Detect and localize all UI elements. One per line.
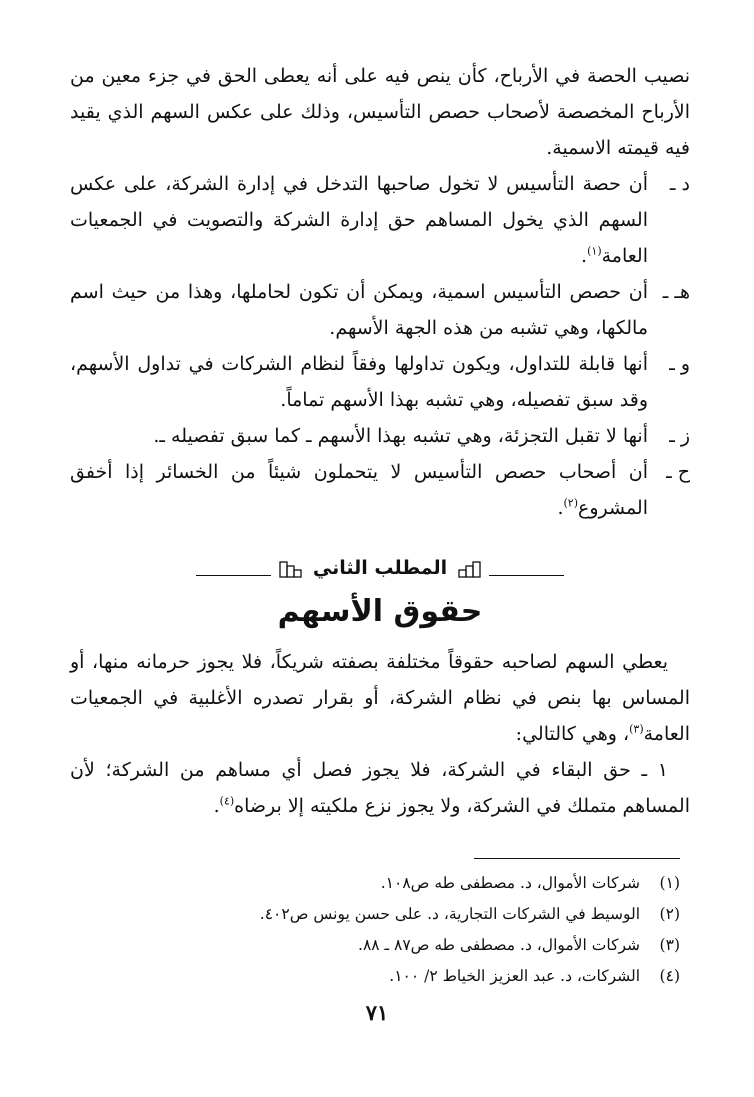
footnote-text: الوسيط في الشركات التجارية، د. على حسن يونس ص٤٠٢. <box>259 905 640 923</box>
section-heading <box>70 548 690 588</box>
list-item-waw <box>70 346 690 418</box>
footnote-ref: (٣) <box>629 722 644 736</box>
footnote-number: (٢) <box>659 905 680 923</box>
item-text <box>70 454 648 526</box>
footnote-item <box>70 930 680 961</box>
list-item-zay <box>70 418 690 454</box>
heading-rule-left <box>196 575 271 576</box>
footnote-number: (٣) <box>659 936 680 954</box>
stairs-ornament-icon <box>457 558 489 578</box>
item-text-body: أن أصحاب حصص التأسيس لا يتحملون شيئاً من الخسائر إذا أخفق المشروع <box>70 461 648 519</box>
item-letter: ز ـ <box>669 425 690 447</box>
footnote-item <box>70 899 680 930</box>
item-text <box>70 166 648 274</box>
body-paragraph <box>70 644 690 752</box>
stairs-ornament-icon <box>271 558 303 578</box>
footnote-text: شركات الأموال، د. مصطفى طه ص١٠٨. <box>380 874 640 892</box>
list-item-ha <box>70 274 690 346</box>
footnote-text: الشركات، د. عبد العزيز الخياط ٢/ ١٠٠. <box>389 967 640 985</box>
item-letter: و ـ <box>669 353 690 375</box>
footnote-ref: (١) <box>587 244 602 258</box>
footnote-text: شركات الأموال، د. مصطفى طه ص٨٧ ـ ٨٨. <box>358 936 640 954</box>
paragraph-tail: ، وهي كالتالي: <box>515 723 630 745</box>
paragraph-text: يعطي السهم لصاحبه حقوقاً مختلفة بصفته شريكاً، فلا يجوز حرمانه منها، أو المساس بها بنص في نظام الشركة، أو بقرار تصدره الأغلبية في الجمعيات العامة <box>70 651 690 745</box>
paragraph-tail: . <box>213 795 220 817</box>
footnote-item <box>70 868 680 899</box>
list-item-dal <box>70 166 690 274</box>
footnotes <box>70 868 680 992</box>
item-letter: هـ ـ <box>662 281 690 303</box>
item-text: أنها لا تقبل التجزئة، وهي تشبه بهذا الأسهم ـ كما سبق تفصيله ـ. <box>153 425 648 447</box>
page-title: حقوق الأسهم <box>277 594 483 629</box>
footnote-ref: (٢) <box>563 496 578 510</box>
item-tail: . <box>581 245 588 267</box>
footnote-divider <box>474 858 680 859</box>
item-tail: . <box>557 497 564 519</box>
heading-rule-right <box>489 575 564 576</box>
continuation-paragraph: نصيب الحصة في الأرباح، كأن ينص فيه على أنه يعطى الحق في جزء معين من الأرباح المخصصة لأصحاب حصص التأسيس، وذلك على عكس السهم الذي يقيد فيه قيمته الاسمية. <box>70 65 690 159</box>
paragraph-text: ١ ـ حق البقاء في الشركة، فلا يجوز فصل أي مساهم من الشركة؛ لأن المساهم متملك في الشركة، ولا يجوز نزع ملكيته إلا برضاه <box>70 759 690 817</box>
page-content <box>70 58 690 824</box>
body-paragraph <box>70 752 690 824</box>
item-text: أنها قابلة للتداول، ويكون تداولها وفقاً لنظام الشركات في تداول الأسهم، وقد سبق تفصيله، وهي تشبه بهذا الأسهم تماماً. <box>70 353 648 411</box>
footnote-number: (١) <box>659 874 680 892</box>
list-item-ha2 <box>70 454 690 526</box>
item-text: أن حصص التأسيس اسمية، ويمكن أن تكون لحاملها، وهذا من حيث اسم مالكها، وهي تشبه من هذه الجهة الأسهم. <box>70 281 648 339</box>
footnote-ref: (٤) <box>219 794 235 808</box>
item-letter: ح ـ <box>666 461 690 483</box>
section-subtitle: المطلب الثاني <box>312 557 448 579</box>
item-text-body: أن حصة التأسيس لا تخول صاحبها التدخل في إدارة الشركة، على عكس السهم الذي يخول المساهم حق إدارة الشركة والتصويت في الجمعيات العامة <box>70 173 648 267</box>
footnote-item <box>70 961 680 992</box>
page-number: ٧١ <box>365 1000 389 1025</box>
footnote-number: (٤) <box>659 967 680 985</box>
item-letter: د ـ <box>669 173 690 195</box>
